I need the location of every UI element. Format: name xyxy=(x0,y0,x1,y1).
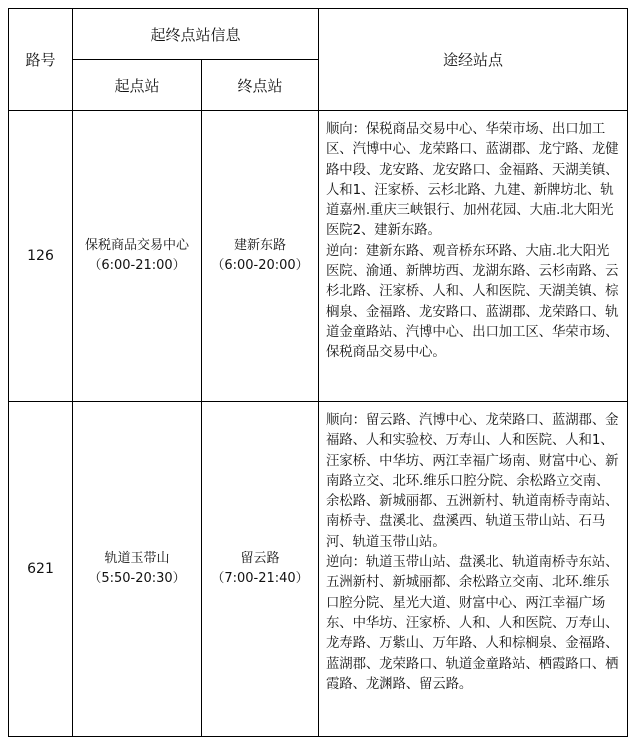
start-stop-hours: （6:00-21:00） xyxy=(88,258,186,273)
table-row xyxy=(9,111,628,402)
header-via-stops: 途经站点 xyxy=(319,9,628,111)
end-stop-hours: （6:00-20:00） xyxy=(211,258,309,273)
start-stop-cell xyxy=(73,111,202,402)
reverse-stops: 逆向：建新东路、观音桥东环路、大庙.北大阳光医院、渝通、新牌坊西、龙湖东路、云杉南路、云杉北路、汪家桥、人和、人和医院、天湖美镇、棕榈泉、金福路、龙安路口、蓝湖郡、龙荣路口、轨道金童路站、汽博中心、出口加工区、华荣市场、保税商品交易中心。 xyxy=(326,243,619,361)
route-number: 126 xyxy=(9,111,73,402)
bus-route-table xyxy=(8,8,628,737)
header-start-stop: 起点站 xyxy=(73,60,202,111)
reverse-stops: 逆向：轨道玉带山站、盘溪北、轨道南桥寺东站、五洲新村、新城丽都、余松路立交南、北环.维乐口腔分院、星光大道、财富中心、两江幸福广场东、中华坊、汪家桥、人和、人和医院、万寿山、龙寿路、万紫山、万年路、人和棕榈泉、金福路、蓝湖郡、龙荣路口、轨道金童路站、栖霞路口、栖霞路、龙渊路、留云路。 xyxy=(326,555,619,692)
start-stop-cell xyxy=(73,402,202,737)
route-number: 621 xyxy=(9,402,73,737)
table-row xyxy=(9,402,628,737)
forward-stops: 顺向：留云路、汽博中心、龙荣路口、蓝湖郡、金福路、人和实验校、万寿山、人和医院、人和1、汪家桥、中华坊、两江幸福广场南、财富中心、新南路立交、北环.维乐口腔分院、余松路立交南、余松路、新城丽都、五洲新村、轨道南桥寺南站、南桥寺、盘溪北、盘溪西、轨道玉带山站、石马河、轨道玉带山站。 xyxy=(326,413,619,550)
end-stop-name: 建新东路 xyxy=(234,238,287,253)
end-stop-cell xyxy=(202,402,319,737)
end-stop-name: 留云路 xyxy=(240,551,280,566)
header-terminal-info: 起终点站信息 xyxy=(73,9,319,60)
header-end-stop: 终点站 xyxy=(202,60,319,111)
forward-stops: 顺向：保税商品交易中心、华荣市场、出口加工区、汽博中心、龙荣路口、蓝湖郡、龙宁路、龙健路中段、龙安路、龙安路口、金福路、天湖美镇、人和1、汪家桥、云杉北路、九建、新牌坊北、轨道嘉州.重庆三峡银行、加州花园、大庙.北大阳光医院2、建新东路。 xyxy=(326,122,619,239)
via-stops-cell xyxy=(319,402,628,737)
end-stop-cell xyxy=(202,111,319,402)
via-stops-cell xyxy=(319,111,628,402)
header-route-no: 路号 xyxy=(9,9,73,111)
end-stop-hours: （7:00-21:40） xyxy=(211,571,309,586)
start-stop-name: 轨道玉带山 xyxy=(104,551,170,566)
start-stop-hours: （5:50-20:30） xyxy=(88,571,186,586)
start-stop-name: 保税商品交易中心 xyxy=(84,238,189,253)
